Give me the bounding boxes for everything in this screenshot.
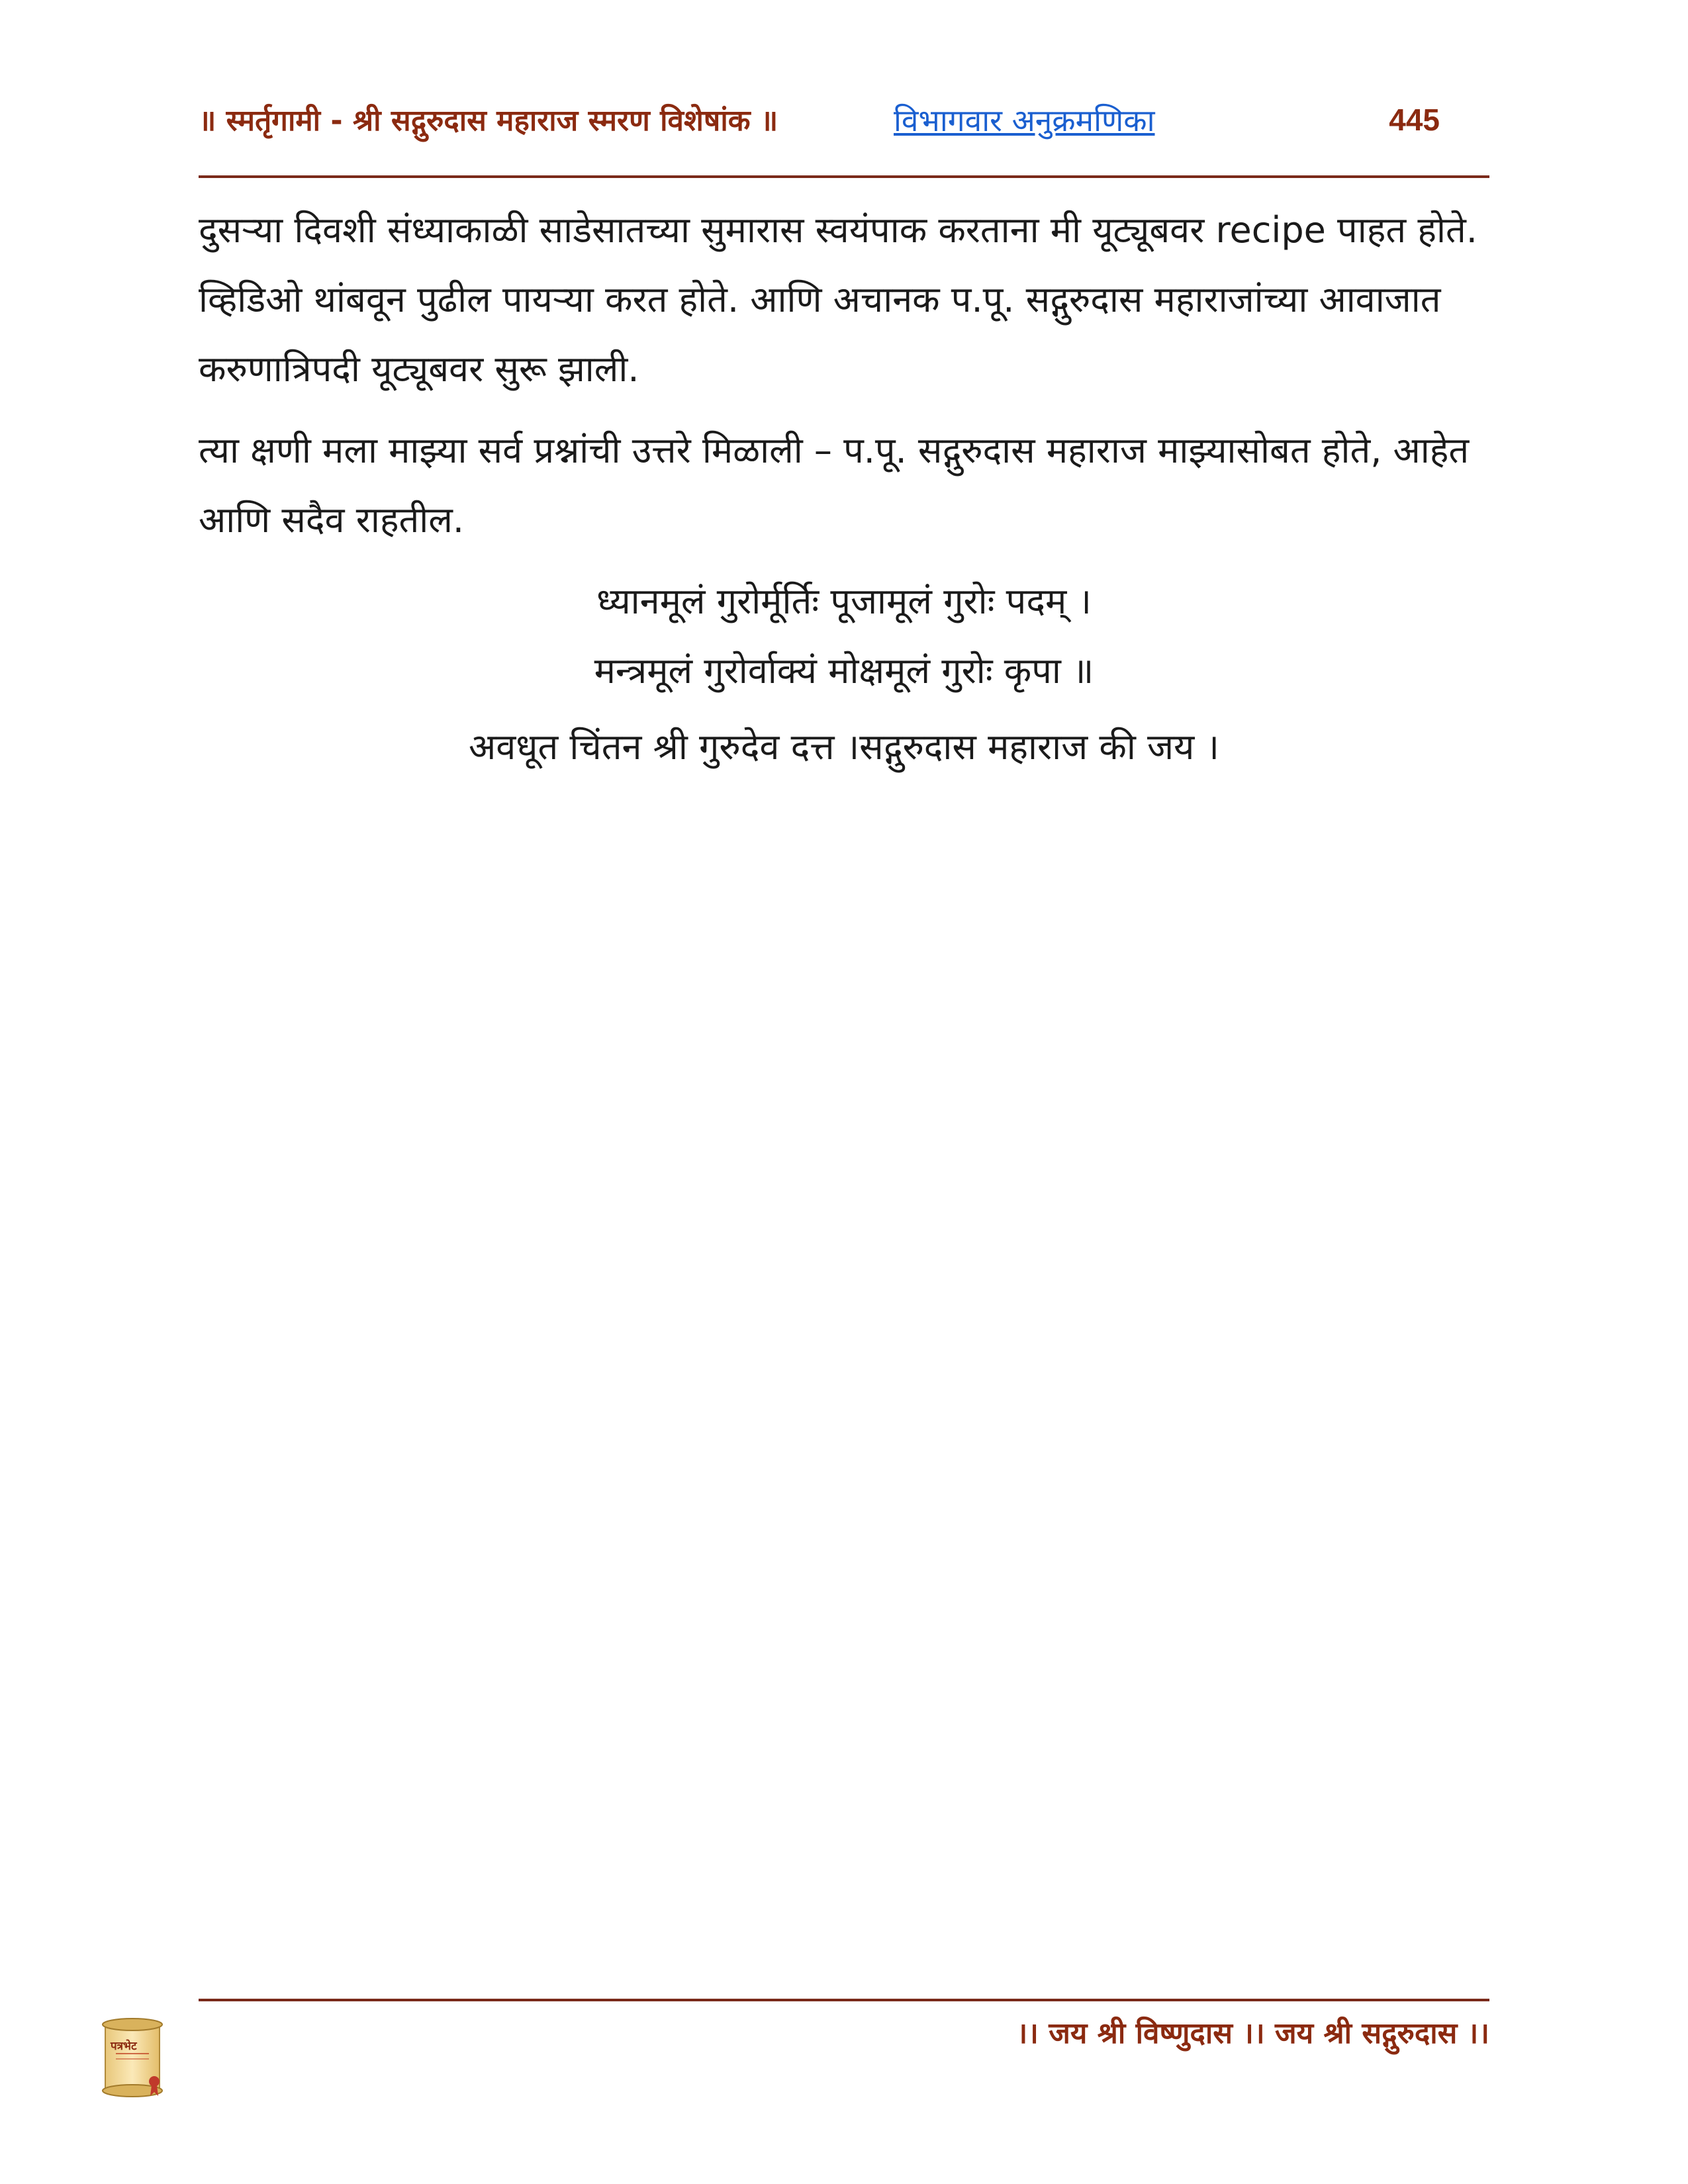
header-title: ॥ स्मर्तृगामी - श्री सद्गुरुदास महाराज स्मरण विशेषांक ॥ — [199, 104, 778, 138]
page-number: 445 — [1389, 103, 1440, 137]
scroll-icon — [96, 2015, 169, 2101]
index-link[interactable]: विभागवार अनुक्रमणिका — [894, 103, 1155, 138]
footer-divider — [199, 1999, 1489, 2001]
closing-line: अवधूत चिंतन श्री गुरुदेव दत्त ।सद्गुरुदास महाराज की जय । — [469, 726, 1219, 768]
paragraph-1: दुसऱ्या दिवशी संध्याकाळी साडेसातच्या सुमारास स्वयंपाक करताना मी यूट्यूबवर recipe पाहत होते. व्हिडिओ थांबवून पुढील पायऱ्या करत होते. आणि अचानक प.पू. सद्गुरुदास महाराजांच्या आवाजात करुणात्रिपदी यूट्यूबवर सुरू झाली. — [199, 209, 1477, 390]
verse-block — [199, 567, 1489, 705]
paragraph-2: त्या क्षणी मला माझ्या सर्व प्रश्नांची उत्तरे मिळाली – प.पू. सद्गुरुदास महाराज माझ्यासोबत होते, आहेत आणि सदैव राहतील. — [199, 430, 1470, 541]
footer-text: ।। जय श्री विष्णुदास ।। जय श्री सद्गुरुदास ।। — [1016, 2017, 1489, 2050]
patrabhet-logo — [96, 2015, 169, 2101]
logo-label: पत्रभेट — [111, 2040, 137, 2053]
page-header — [199, 99, 1489, 146]
verse-line-2: मन्त्रमूलं गुरोर्वाक्यं मोक्षमूलं गुरोः कृपा ॥ — [594, 650, 1094, 692]
verse-line-1: ध्यानमूलं गुरोर्मूर्तिः पूजामूलं गुरोः पदम् । — [596, 580, 1092, 622]
header-divider — [199, 175, 1489, 178]
page-content — [199, 195, 1489, 782]
